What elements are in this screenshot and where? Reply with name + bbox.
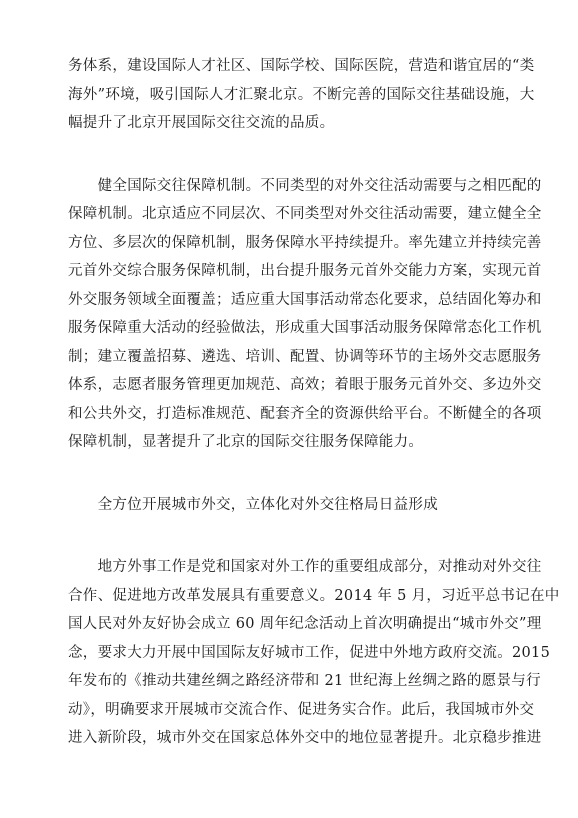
paragraph-2-line: 外交服务领域全面覆盖；适应重大国事活动常态化要求，总结固化筹办和: [68, 291, 542, 308]
paragraph-3-line: 进入新阶段，城市外交在国家总体外交中的地位显著提升。北京稳步推进: [68, 730, 542, 746]
paragraph-3-line: 动》，明确要求开展城市交流合作、促进务实合作。此后，我国城市外交: [68, 701, 535, 718]
paragraph-spacer: [68, 138, 514, 172]
paragraph-2-line: 和公共外交，打造标准规范、配套齐全的资源供给平台。不断健全的各项: [68, 405, 542, 422]
document-page: [68, 52, 560, 753]
paragraph-1-line: 海外”环境，吸引国际人才汇聚北京。不断完善的国际交往基础设施，大: [68, 86, 535, 103]
paragraph-2-line: 保障机制。北京适应不同层次、不同类型对外交往活动需要，建立健全全: [68, 206, 542, 222]
paragraph-2-line: 服务保障重大活动的经验做法，形成重大国事活动服务保障常态化工作机: [68, 320, 542, 336]
paragraph-3-line: 地方外事工作是党和国家对外工作的重要组成部分，对推动对外交往: [68, 559, 542, 575]
paragraph-3-line: 念，要求大力开展中国国际友好城市工作，促进中外地方政府交流。2015: [68, 644, 551, 661]
paragraph-3-line: 国人民对外友好协会成立 60 周年纪念活动上首次明确提出“城市外交”理: [68, 616, 542, 632]
paragraph-spacer: [68, 457, 514, 491]
paragraph-1-line: 幅提升了北京开展国际交往交流的品质。: [68, 115, 335, 131]
paragraph-2-line: 体系，志愿者服务管理更加规范、高效；着眼于服务元首外交、多边外交: [68, 377, 542, 393]
paragraph-1: [68, 52, 535, 138]
paragraph-2-line: 制；建立覆盖招募、遴选、培训、配置、协调等环节的主场外交志愿服务: [68, 348, 542, 365]
paragraph-2-line: 元首外交综合服务保障机制，出台提升服务元首外交能力方案，实现元首: [68, 263, 542, 279]
paragraph-3-line: 年发布的《推动共建丝绸之路经济带和 21 世纪海上丝绸之路的愿景与行: [68, 673, 541, 689]
paragraph-2: [68, 172, 542, 457]
paragraph-1-line: 务体系，建设国际人才社区、国际学校、国际医院，营造和谐宜居的“类: [68, 58, 535, 74]
paragraph-2-line: 方位、多层次的保障机制，服务保障水平持续提升。率先建立并持续完善: [68, 234, 542, 251]
paragraph-2-line: 保障机制，显著提升了北京的国际交往服务保障能力。: [68, 434, 424, 450]
paragraph-3-line: 合作、促进地方改革发展具有重要意义。2014 年 5 月，习近平总书记在中: [68, 587, 560, 604]
paragraph-2-line: 健全国际交往保障机制。不同类型的对外交往活动需要与之相匹配的: [68, 177, 542, 194]
paragraph-3: [68, 553, 560, 753]
paragraph-spacer: [68, 519, 514, 553]
section-heading: 全方位开展城市外交，立体化对外交往格局日益形成: [68, 496, 438, 513]
